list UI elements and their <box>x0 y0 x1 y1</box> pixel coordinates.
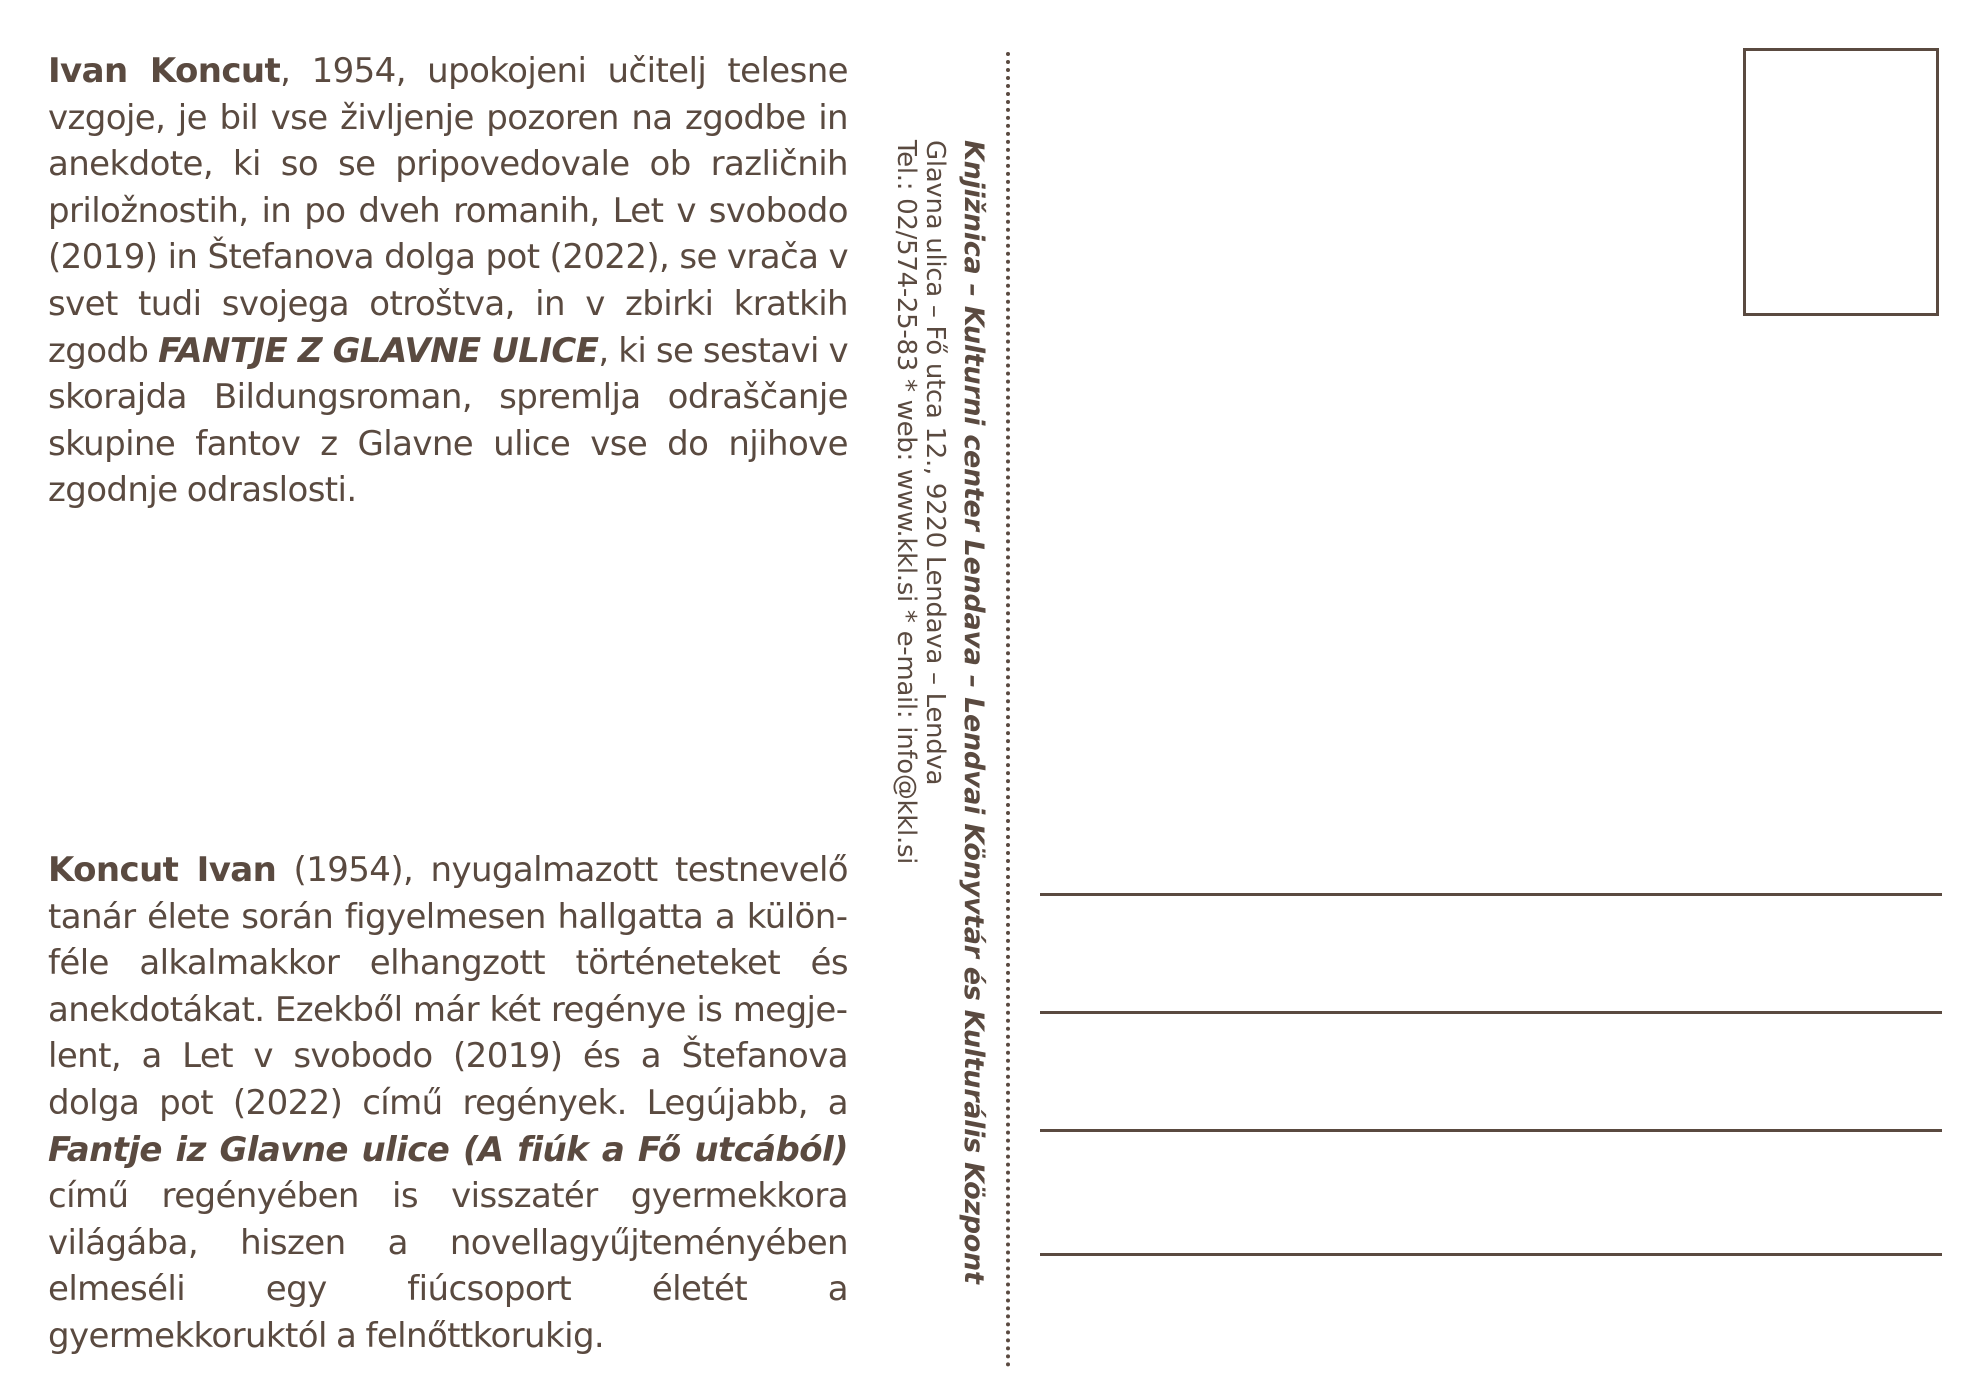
address-line-1 <box>1040 893 1942 896</box>
dotted-divider <box>1006 52 1010 1368</box>
publisher-info <box>870 140 990 1284</box>
bio-slovenian <box>48 48 848 514</box>
publisher-name: Knjižnica – Kulturni center Lendava – Lendvai Könyvtár és Kulturális Központ <box>958 140 989 1284</box>
publisher-contact: Tel.: 02/574-25-83 * web: www.kkl.si * e-mail: info@kkl.si <box>891 140 921 865</box>
address-line-3 <box>1040 1129 1942 1132</box>
address-line-4 <box>1040 1253 1942 1256</box>
book-title-sl: FANTJE Z GLAVNE ULICE <box>158 330 599 371</box>
stamp-box <box>1743 48 1939 316</box>
bio-sl-text-2: , ki se sestavi v skorajda Bildungsroman, spremlja odraščanje skupine fantov z Glavne ulice vse do njihove zgodnje odraslosti. <box>48 330 848 511</box>
book-title-hu: Fantje iz Glavne ulice (A fiúk a Fő utcából) <box>48 1129 848 1170</box>
bio-hu-text-2: című regényében is visszatér gyermekkora világába, hiszen a novellagyűjteményében elmeséli egy fiúcsoport életét a gyermekkoruktól a felnőttkorukig. <box>48 1176 848 1356</box>
address-line-2 <box>1040 1011 1942 1014</box>
author-name-hu: Koncut Ivan <box>48 850 277 890</box>
bio-sl-text-1: , 1954, upokojeni učitelj telesne vzgoje, je bil vse življenje pozoren na zgodbe in anekdote, ki so se pripovedovale ob različnih priložnostih, in po dveh romanih, Let v svobodo (2019) in Štefanova dolga pot (2022), se vrača v svet tudi svojega otroštva, in v zbirki kratkih zgodb <box>48 51 848 371</box>
publisher-address: Glavna ulica – Fő utca 12., 9220 Lendava – Lendva <box>920 140 950 786</box>
bio-hu-text-1: (1954), nyugalmazott testnevelő tanár élete során figyelmesen hallgatta a különféle alkalmakkor elhangzott történeteket és anekdotákat. Ezekből már két regénye is megjelent, a Let v svobodo (2019) és a Štefanova dolga pot (2022) című regények. Legújabb, a <box>48 850 849 1123</box>
bio-hungarian <box>48 847 848 1360</box>
author-name-sl: Ivan Koncut <box>48 51 281 91</box>
